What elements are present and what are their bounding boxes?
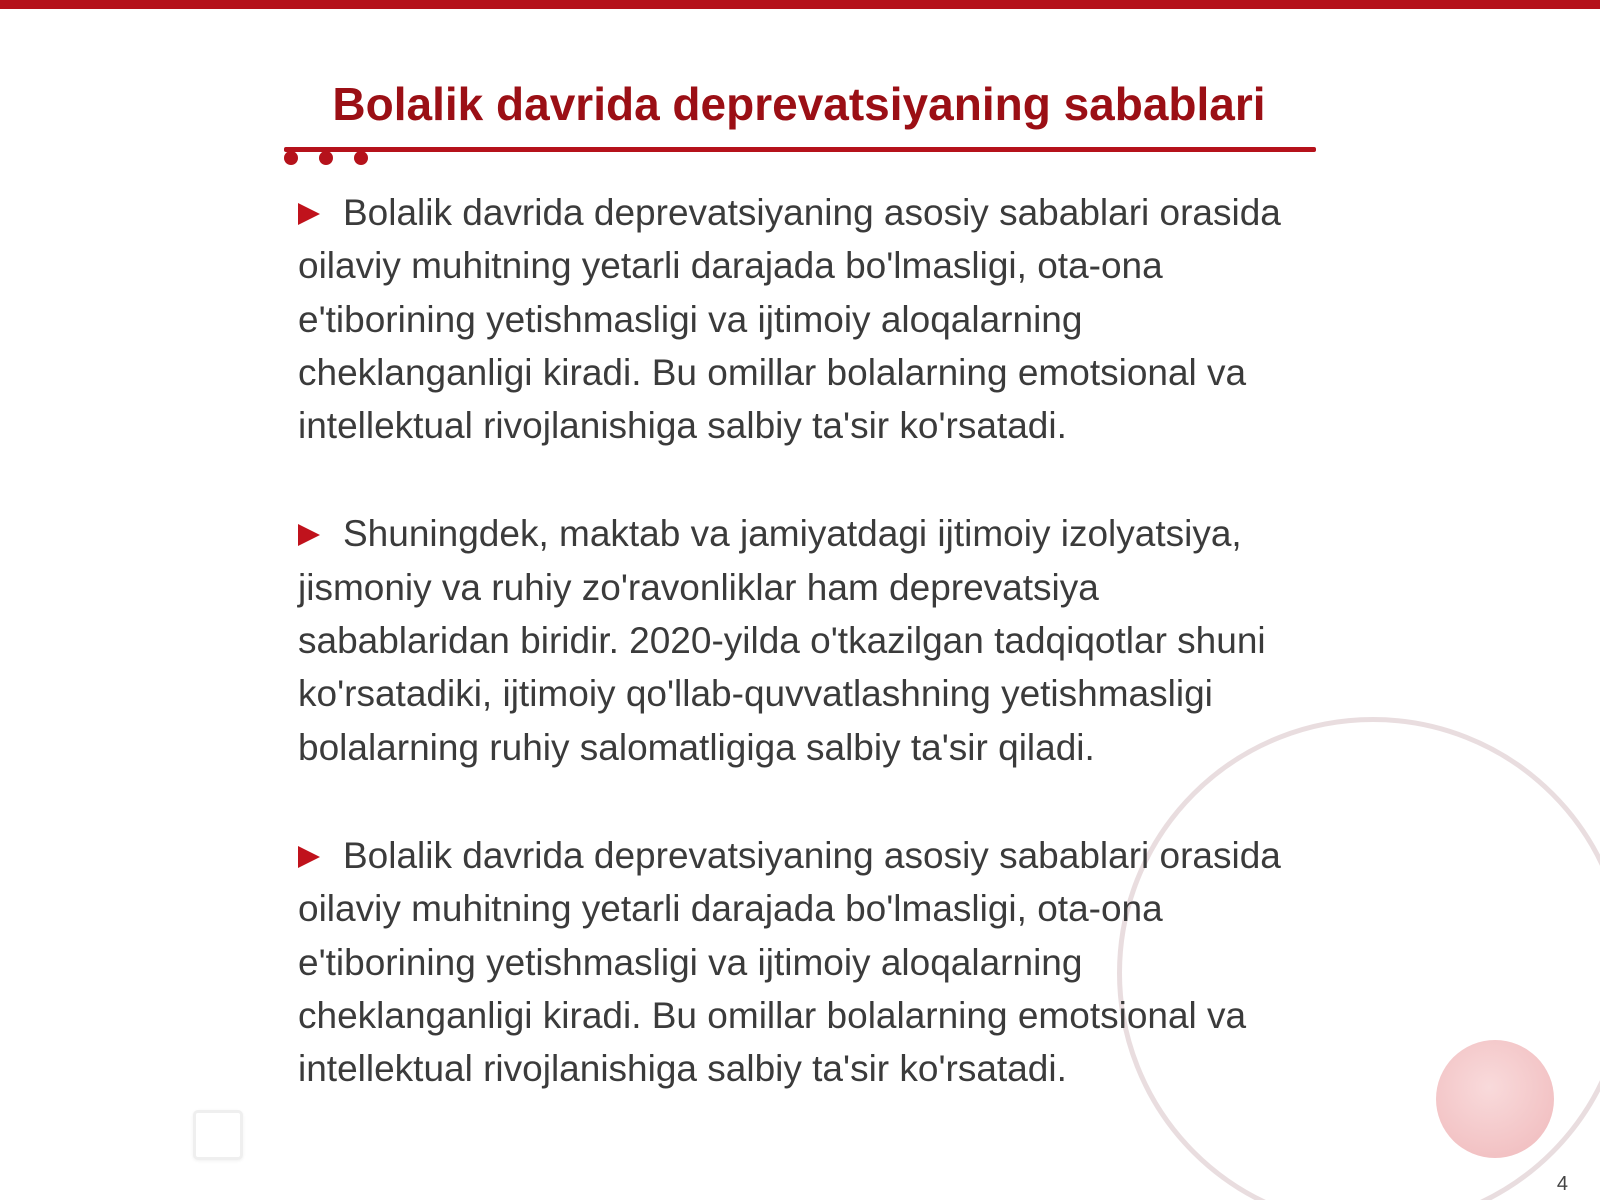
decorative-disc — [1436, 1040, 1554, 1158]
bullet-paragraph — [298, 186, 1318, 452]
dots-decoration-icon — [284, 151, 298, 165]
bullet-list — [298, 186, 1318, 1150]
bullet-paragraph — [298, 829, 1318, 1095]
slide-title: Bolalik davrida deprevatsiyaning sabablari — [332, 78, 1266, 130]
decorative-square — [193, 1110, 243, 1160]
bullet-paragraph — [298, 507, 1318, 773]
dots-decoration-icon — [354, 151, 368, 165]
triangle-bullet-icon — [298, 846, 320, 868]
title-underline — [284, 147, 1316, 152]
bullet-text: Bolalik davrida deprevatsiyaning asosiy sabablari orasida oilaviy muhitning yetarli darajada bo'lmasligi, ota-ona e'tiborining yetishmasligi va ijtimoiy aloqalarning cheklanganligi kiradi. Bu omillar bolalarning emotsional va intellektual rivojlanishiga salbiy ta'sir ko'rsatadi. — [298, 192, 1281, 447]
page-number: 4 — [1556, 1173, 1568, 1195]
bullet-text: Shuningdek, maktab va jamiyatdagi ijtimoiy izolyatsiya, jismoniy va ruhiy zo'ravonliklar ham deprevatsiya sabablaridan biridir. 2020-yilda o'tkazilgan tadqiqotlar shuni ko'rsatadiki, ijtimoiy qo'llab-quvvatlashning yetishmasligi bolalarning ruhiy salomatligiga salbiy ta'sir qiladi. — [298, 513, 1266, 768]
top-accent-bar — [0, 0, 1600, 9]
bullet-text: Bolalik davrida deprevatsiyaning asosiy sabablari orasida oilaviy muhitning yetarli darajada bo'lmasligi, ota-ona e'tiborining yetishmasligi va ijtimoiy aloqalarning cheklanganligi kiradi. Bu omillar bolalarning emotsional va intellektual rivojlanishiga salbiy ta'sir ko'rsatadi. — [298, 834, 1281, 1090]
triangle-bullet-icon — [298, 524, 320, 546]
dots-decoration-icon — [319, 151, 333, 165]
triangle-bullet-icon — [298, 203, 320, 225]
